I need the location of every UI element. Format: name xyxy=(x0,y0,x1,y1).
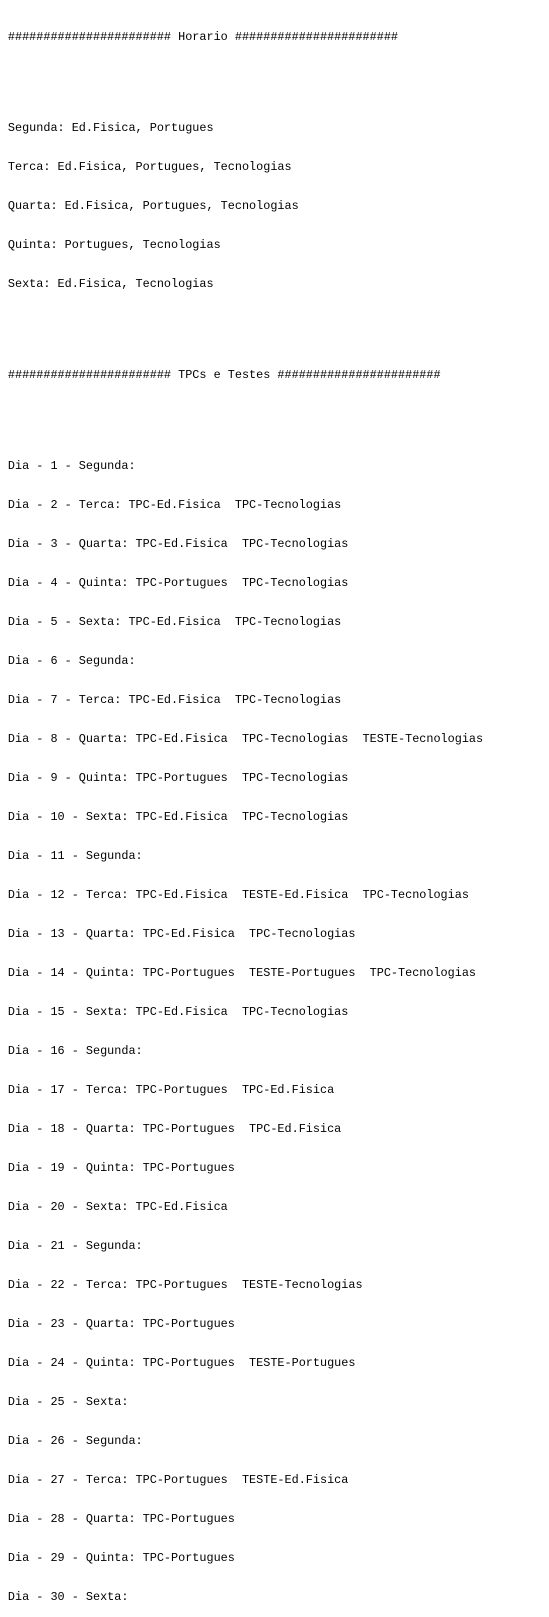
day-line: Dia - 22 - Terca: TPC-Portugues TESTE-Tecnologias xyxy=(7,1278,363,1292)
day-line: Dia - 23 - Quarta: TPC-Portugues xyxy=(7,1317,235,1331)
spacer xyxy=(8,330,541,343)
day-line: Dia - 7 - Terca: TPC-Ed.Fisica TPC-Tecnologias xyxy=(7,693,342,707)
day-line: Dia - 14 - Quinta: TPC-Portugues TESTE-Portugues TPC-Tecnologias xyxy=(7,966,477,980)
day-line: Dia - 13 - Quarta: TPC-Ed.Fisica TPC-Tecnologias xyxy=(7,927,356,941)
horario-header: ####################### Horario ####################### xyxy=(7,30,399,44)
day-line: Dia - 19 - Quinta: TPC-Portugues xyxy=(7,1161,235,1175)
day-line: Dia - 17 - Terca: TPC-Portugues TPC-Ed.Fisica xyxy=(7,1083,335,1097)
day-line: Dia - 29 - Quinta: TPC-Portugues xyxy=(7,1551,235,1565)
day-line: Dia - 1 - Segunda: xyxy=(7,459,136,473)
day-line: Dia - 26 - Segunda: xyxy=(7,1434,143,1448)
tpcs-header: ####################### TPCs e Testes ####################### xyxy=(7,368,441,382)
schedule-line: Quinta: Portugues, Tecnologias xyxy=(7,238,221,252)
day-line: Dia - 4 - Quinta: TPC-Portugues TPC-Tecnologias xyxy=(7,576,349,590)
day-line: Dia - 25 - Sexta: xyxy=(7,1395,129,1409)
schedule-line: Segunda: Ed.Fisica, Portugues xyxy=(7,121,214,135)
day-line: Dia - 24 - Quinta: TPC-Portugues TESTE-Portugues xyxy=(7,1356,356,1370)
day-line: Dia - 6 - Segunda: xyxy=(7,654,136,668)
day-line: Dia - 8 - Quarta: TPC-Ed.Fisica TPC-Tecnologias TESTE-Tecnologias xyxy=(7,732,484,746)
day-line: Dia - 3 - Quarta: TPC-Ed.Fisica TPC-Tecnologias xyxy=(7,537,349,551)
day-line: Dia - 10 - Sexta: TPC-Ed.Fisica TPC-Tecnologias xyxy=(7,810,349,824)
day-line: Dia - 15 - Sexta: TPC-Ed.Fisica TPC-Tecnologias xyxy=(7,1005,349,1019)
day-line: Dia - 9 - Quinta: TPC-Portugues TPC-Tecnologias xyxy=(7,771,349,785)
spacer xyxy=(8,408,541,421)
schedule-line: Terca: Ed.Fisica, Portugues, Tecnologias xyxy=(7,160,292,174)
spacer xyxy=(8,70,541,83)
day-line: Dia - 20 - Sexta: TPC-Ed.Fisica xyxy=(7,1200,228,1214)
day-line: Dia - 30 - Sexta: xyxy=(7,1590,129,1604)
day-line: Dia - 21 - Segunda: xyxy=(7,1239,143,1253)
schedule-line: Quarta: Ed.Fisica, Portugues, Tecnologias xyxy=(7,199,299,213)
day-line: Dia - 12 - Terca: TPC-Ed.Fisica TESTE-Ed.Fisica TPC-Tecnologias xyxy=(7,888,469,902)
day-line: Dia - 2 - Terca: TPC-Ed.Fisica TPC-Tecnologias xyxy=(7,498,342,512)
day-line: Dia - 18 - Quarta: TPC-Portugues TPC-Ed.Fisica xyxy=(7,1122,342,1136)
day-line: Dia - 27 - Terca: TPC-Portugues TESTE-Ed.Fisica xyxy=(7,1473,349,1487)
day-line: Dia - 5 - Sexta: TPC-Ed.Fisica TPC-Tecnologias xyxy=(7,615,342,629)
day-line: Dia - 11 - Segunda: xyxy=(7,849,143,863)
schedule-line: Sexta: Ed.Fisica, Tecnologias xyxy=(7,277,214,291)
day-line: Dia - 16 - Segunda: xyxy=(7,1044,143,1058)
day-line: Dia - 28 - Quarta: TPC-Portugues xyxy=(7,1512,235,1526)
